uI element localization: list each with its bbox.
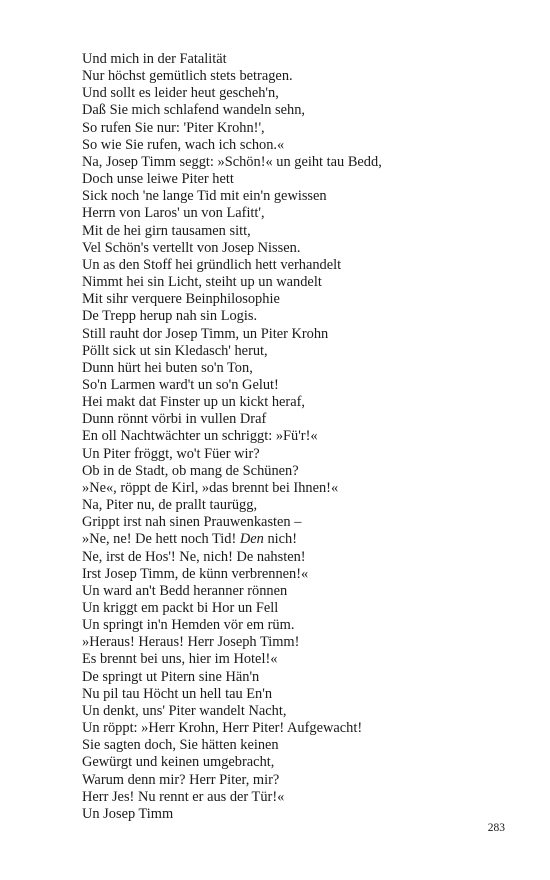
poem-line: Na, Piter nu, de prallt taurügg, [82, 497, 258, 514]
poem-line: Gewürgt und keinen umgebracht, [82, 754, 275, 771]
poem-line: So'n Larmen ward't un so'n Gelut! [82, 376, 279, 393]
poem-line: Un Piter fröggt, wo't Füer wir? [82, 445, 260, 462]
poem-line: Nur höchst gemütlich stets betragen. [82, 68, 293, 85]
poem-line: Mit sihr verquere Beinphilosophie [82, 291, 280, 308]
poem-line: Es brennt bei uns, hier im Hotel!« [82, 651, 278, 668]
poem-line: Hei makt dat Finster up un kickt heraf, [82, 394, 305, 411]
poem-line: Ob in de Stadt, ob mang de Schünen? [82, 462, 299, 479]
poem-line: Herr Jes! Nu rennt er aus der Tür!« [82, 788, 285, 805]
poem-line: Dunn hürt hei buten so'n Ton, [82, 359, 253, 376]
poem-line: Nimmt hei sin Licht, steiht up un wandelt [82, 274, 322, 291]
poem-line: Un as den Stoff hei gründlich hett verhandelt [82, 256, 342, 273]
poem-line: Pöllt sick ut sin Kledasch' herut, [82, 342, 268, 359]
poem-line: Warum denn mir? Herr Piter, mir? [82, 771, 280, 788]
poem-line: Ne, irst de Hos'! Ne, nich! De nahsten! [82, 548, 306, 565]
poem-line: De Trepp herup nah sin Logis. [82, 308, 258, 325]
poem-line: Und mich in der Fatalität [82, 51, 227, 67]
poem-line: Mit de hei girn tausamen sitt, [82, 222, 251, 239]
poem-line: Un kriggt em packt bi Hor un Fell [82, 600, 279, 616]
poem-line: Irst Josep Timm, de künn verbrennen!« [82, 565, 309, 582]
poem-line: Un denkt, uns' Piter wandelt Nacht, [82, 702, 287, 719]
poem-line: »Ne«, röppt de Kirl, »das brennt bei Ihnen!« [82, 479, 339, 496]
poem-line: De springt ut Pitern sine Hän'n [82, 668, 260, 685]
page-number: 283 [487, 822, 505, 834]
poem-line: Grippt irst nah sinen Prauwenkasten – [82, 514, 302, 531]
poem-text [82, 51, 512, 823]
poem-line: Un röppt: »Herr Krohn, Herr Piter! Aufgewacht! [82, 720, 363, 737]
poem-line: Dunn rönnt vörbi in vullen Draf [82, 411, 267, 428]
poem-line: En oll Nachtwächter un schriggt: »Fü'r!« [82, 428, 318, 445]
poem-line: Na, Josep Timm seggt: »Schön!« un geiht tau Bedd, [82, 153, 382, 170]
poem-line: Vel Schön's vertellt von Josep Nissen. [82, 239, 301, 256]
poem-line: Doch unse leiwe Piter hett [82, 171, 234, 188]
poem-line: Un Josep Timm [82, 805, 174, 822]
poem-line: Un ward an't Bedd heranner rönnen [82, 582, 288, 599]
poem-line: Daß Sie mich schlafend wandeln sehn, [82, 102, 305, 119]
poem-line: So wie Sie rufen, wach ich schon.« [82, 136, 285, 153]
poem-line: Sick noch 'ne lange Tid mit ein'n gewissen [82, 188, 327, 205]
poem-line: Nu pil tau Höcht un hell tau En'n [82, 685, 273, 702]
poem-line: Und sollt es leider heut gescheh'n, [82, 85, 279, 102]
poem-line: Still rauht dor Josep Timm, un Piter Krohn [82, 325, 329, 342]
poem-line: »Ne, ne! De hett noch Tid! Den nich! [82, 531, 298, 548]
poem-line: So rufen Sie nur: 'Piter Krohn!', [82, 119, 265, 136]
poem-line: Herrn von Laros' un von Lafitt', [82, 205, 265, 222]
emphasized-word: Den [239, 531, 264, 548]
poem-line: Sie sagten doch, Sie hätten keinen [82, 737, 279, 754]
poem-line: Un springt in'n Hemden vör em rüm. [82, 617, 295, 634]
poem-line: »Heraus! Heraus! Herr Joseph Timm! [82, 634, 300, 651]
